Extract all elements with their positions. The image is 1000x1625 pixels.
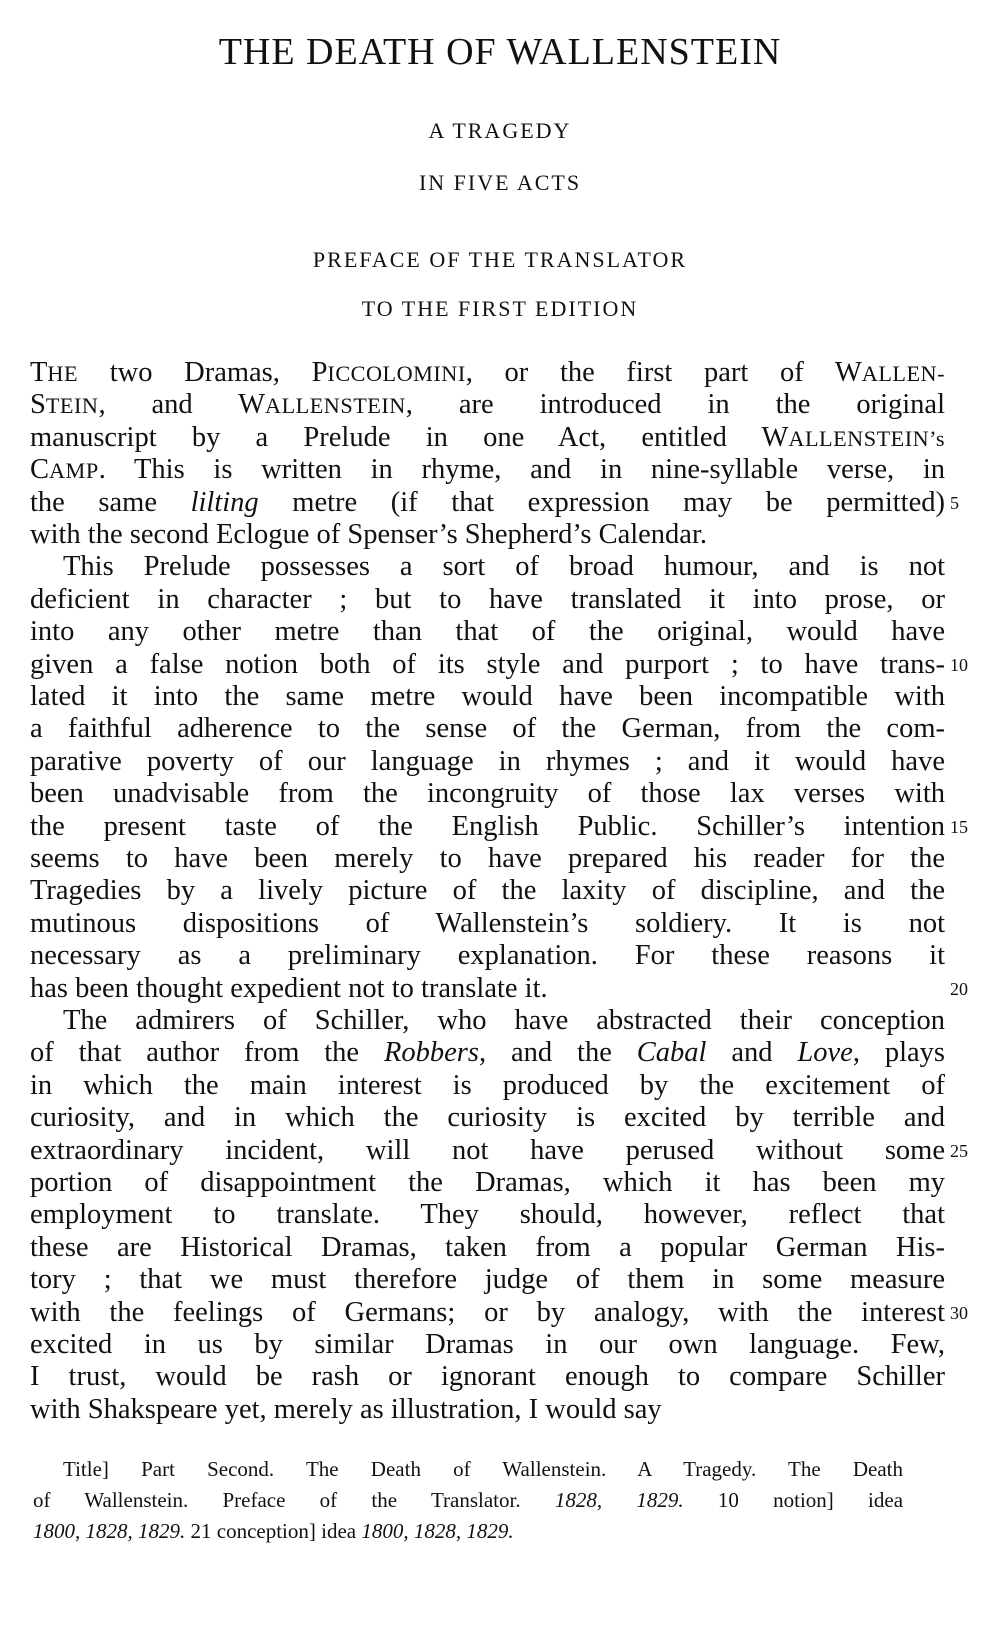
text-line: lated it into the same metre would have been incompatible with	[30, 681, 945, 712]
text-line: has been thought expedient not to translate it.	[30, 972, 548, 1004]
text-line: manuscript by a Prelude in one Act, entitled WALLENSTEIN’s	[30, 421, 945, 453]
text-line: a faithful adherence to the sense of the German, from the com-	[30, 713, 945, 745]
text-line: Tragedies by a lively picture of the laxity of discipline, and the	[30, 875, 945, 907]
text-line: of that author from the Robbers, and the Cabal and Love, plays	[30, 1037, 945, 1069]
text-line: seems to have been merely to have prepared his reader for the	[30, 843, 945, 874]
line-number: 15	[950, 816, 968, 837]
text-line: STEIN, and WALLENSTEIN, are introduced in the original	[30, 389, 945, 421]
text-line: given a false notion both of its style and purport ; to have trans-	[30, 648, 945, 680]
text-line: the same lilting metre (if that expression may be permitted)	[30, 486, 945, 518]
preface-heading: PREFACE OF THE TRANSLATOR	[312, 247, 688, 272]
text-line: been unadvisable from the incongruity of those lax verses with	[30, 778, 945, 810]
footnote-line: 1800, 1828, 1829. 21 conception] idea 1800, 1828, 1829.	[33, 1519, 514, 1543]
text-line: with the second Eclogue of Spenser’s Shepherd’s Calendar.	[30, 519, 707, 550]
text-line: I trust, would be rash or ignorant enough to compare Schiller	[30, 1361, 945, 1393]
line-number: 25	[950, 1140, 968, 1161]
text-line: This Prelude possesses a sort of broad humour, and is not	[63, 551, 945, 583]
line-number: 30	[950, 1302, 968, 1323]
line-number: 10	[950, 654, 968, 675]
subtitle-tragedy: A TRAGEDY	[428, 118, 572, 143]
text-line: employment to translate. They should, however, reflect that	[30, 1199, 945, 1231]
text-line: CAMP. This is written in rhyme, and in nine-syllable verse, in	[30, 454, 945, 486]
text-line: The admirers of Schiller, who have abstracted their conception	[63, 1005, 945, 1036]
footnote-line: Title] Part Second. The Death of Wallenstein. A Tragedy. The Death	[63, 1457, 903, 1481]
text-line: these are Historical Dramas, taken from a popular German His-	[30, 1231, 945, 1263]
text-line: in which the main interest is produced by the excitement of	[30, 1069, 945, 1101]
page-title: THE DEATH OF WALLENSTEIN	[218, 31, 782, 73]
text-line: into any other metre than that of the original, would have	[30, 616, 945, 648]
text-line: portion of disappointment the Dramas, which it has been my	[30, 1167, 945, 1198]
text-line: deficient in character ; but to have translated it into prose, or	[30, 583, 945, 615]
text-line: with the feelings of Germans; or by analogy, with the interest	[30, 1296, 945, 1328]
text-line: excited in us by similar Dramas in our own language. Few,	[30, 1329, 945, 1360]
text-line: extraordinary incident, will not have perused without some	[30, 1134, 945, 1166]
text-line: necessary as a preliminary explanation. For these reasons it	[30, 940, 945, 972]
edition-heading: TO THE FIRST EDITION	[361, 296, 639, 321]
footnote-line: of Wallenstein. Preface of the Translator. 1828, 1829. 10 notion] idea	[33, 1488, 904, 1512]
line-number: 20	[950, 978, 968, 999]
text-line: curiosity, and in which the curiosity is excited by terrible and	[30, 1102, 945, 1134]
text-line: parative poverty of our language in rhymes ; and it would have	[30, 745, 945, 777]
text-line: mutinous dispositions of Wallenstein’s soldiery. It is not	[30, 907, 945, 939]
text-line: THE two Dramas, PICCOLOMINI, or the first part of WALLEN-	[30, 357, 946, 388]
text-line: with Shakspeare yet, merely as illustration, I would say	[30, 1393, 662, 1425]
text-line: tory ; that we must therefore judge of them in some measure	[30, 1264, 945, 1296]
text-line: the present taste of the English Public. Schiller’s intention	[30, 810, 945, 842]
line-number: 5	[950, 492, 959, 513]
subtitle-acts: IN FIVE ACTS	[418, 170, 582, 195]
